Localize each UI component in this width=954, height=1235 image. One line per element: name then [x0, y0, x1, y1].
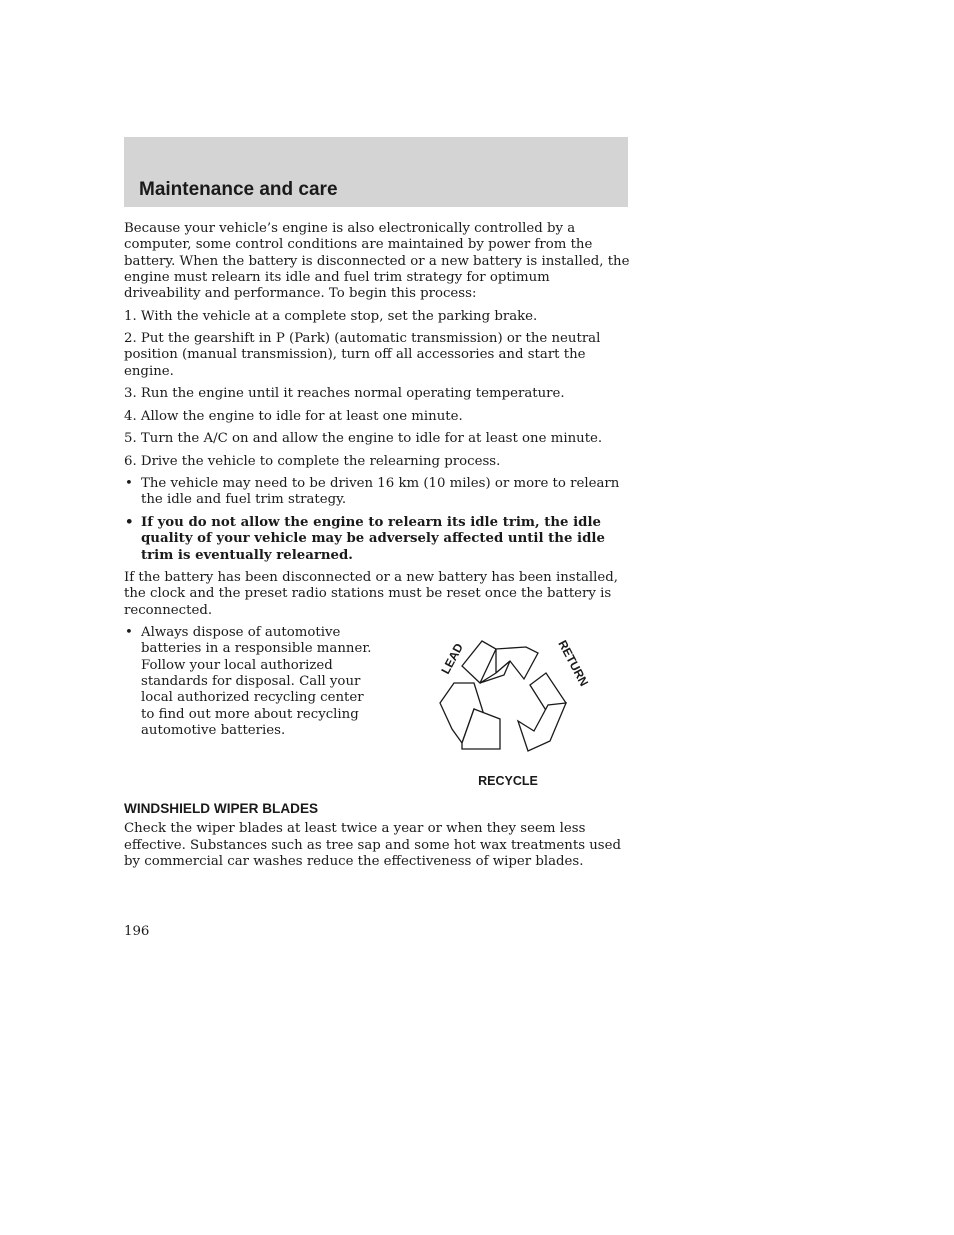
step-item: 5. Turn the A/C on and allow the engine to idle for at least one minute.	[124, 431, 603, 447]
step-item: 4. Allow the engine to idle for at least one minute.	[124, 408, 463, 424]
bullet-text: The vehicle may need to be driven 16 km (10 miles) or more to relearn the idle and fuel trim strategy.	[141, 476, 620, 508]
recycle-arrows-icon	[418, 633, 608, 793]
bullet-glyph: •	[125, 625, 133, 641]
section-title: Maintenance and care	[139, 179, 338, 200]
wiper-section-heading: WINDSHIELD WIPER BLADES	[124, 801, 319, 817]
battery-disposal-row	[124, 625, 630, 789]
recycle-label-return: RETURN	[555, 637, 592, 689]
step-item: 3. Run the engine until it reaches normal operating temperature.	[124, 386, 565, 402]
recycle-label-lead: LEAD	[438, 641, 466, 677]
reset-note-paragraph: If the battery has been disconnected or a new battery has been installed, the clock and the preset radio stations must be reset once the battery is reconnected.	[124, 570, 618, 618]
bullet-glyph: •	[125, 514, 134, 530]
step-item: 2. Put the gearshift in P (Park) (automatic transmission) or the neutral position (manual transmission), turn off all accessories and start the engine.	[124, 331, 601, 379]
recycle-label-recycle: RECYCLE	[478, 774, 538, 789]
warning-text: If you do not allow the engine to relearn its idle trim, the idle quality of your vehicle may be adversely affected until the idle trim is eventually relearned.	[141, 514, 605, 563]
section-header-band	[124, 137, 628, 207]
bullet-glyph: •	[125, 476, 133, 492]
step-item: 6. Drive the vehicle to complete the relearning process.	[124, 453, 501, 469]
body-content	[124, 221, 630, 876]
warning-bullet	[124, 515, 630, 564]
step-item: 1. With the vehicle at a complete stop, set the parking brake.	[124, 308, 538, 324]
intro-paragraph: Because your vehicle’s engine is also electronically controlled by a computer, some control conditions are maintained by power from the battery. When the battery is disconnected or a new battery is installed, the engine must relearn its idle and fuel trim strategy for optimum driveability and performance. To begin this process:	[124, 221, 630, 302]
dispose-bullet	[124, 625, 379, 739]
page-number: 196	[124, 924, 150, 939]
wiper-paragraph: Check the wiper blades at least twice a year or when they seem less effective. Substances such as tree sap and some hot wax treatments used by commercial car washes reduce the effectiveness of wiper blades.	[124, 821, 622, 869]
dispose-text: Always dispose of automotive batteries in a responsible manner. Follow your local authorized standards for disposal. Call your local authorized recycling center to find out more about recycling automotive batteries.	[141, 625, 372, 738]
bullet-item	[124, 476, 630, 509]
